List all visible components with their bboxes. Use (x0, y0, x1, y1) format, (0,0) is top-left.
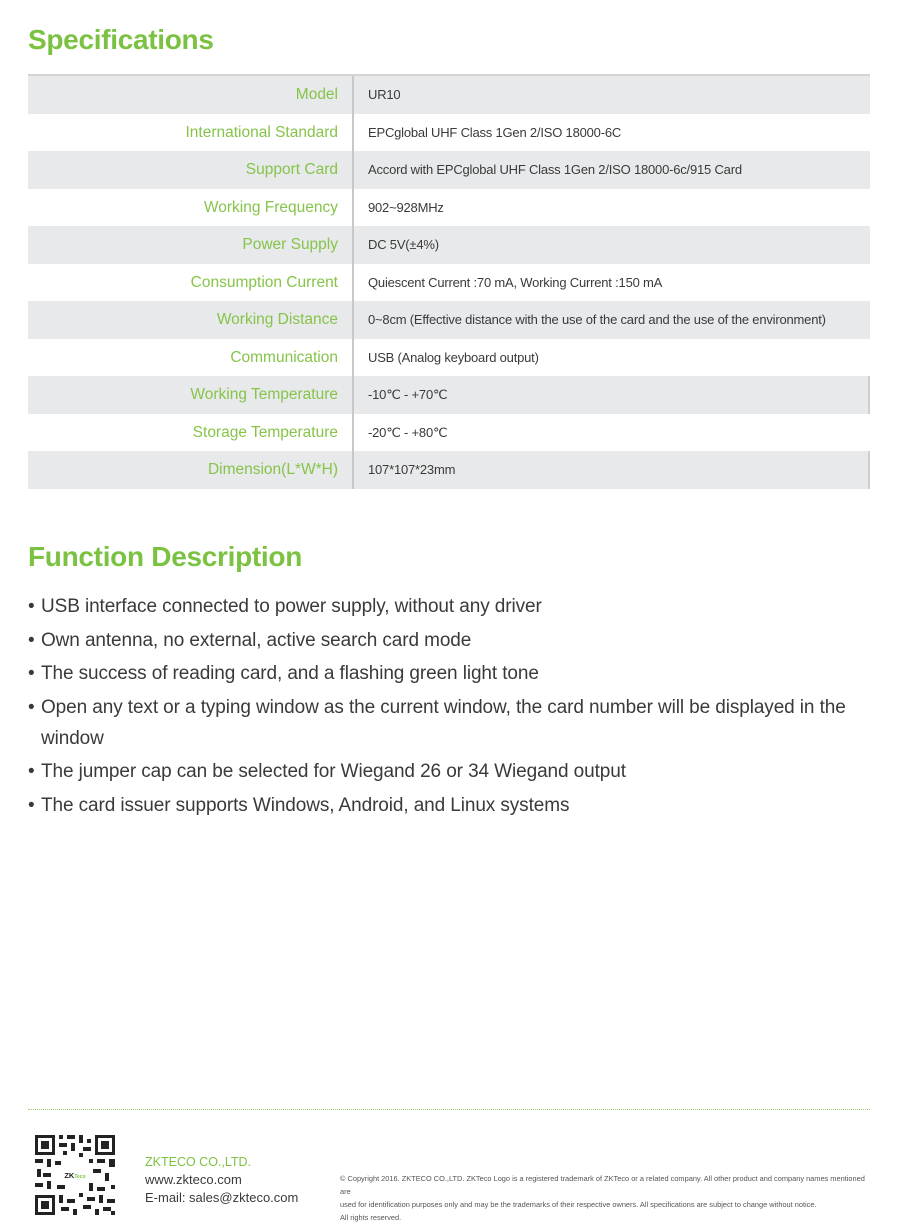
spec-edge (868, 376, 870, 414)
list-item-text: USB interface connected to power supply, without any driver (41, 596, 542, 617)
legal-line: © Copyright 2016. ZKTECO CO.,LTD. ZKTeco Logo is a registered trademark of ZKTeco or a related company. All other product and company names mentioned are (340, 1174, 865, 1196)
spec-row (28, 151, 870, 189)
spec-row (28, 301, 870, 339)
spec-row (28, 451, 870, 489)
list-item-text: Own antenna, no external, active search card mode (41, 629, 472, 651)
legal-line: used for identification purposes only and may be the trademarks of their respective owners. All specifications are subject to change without notice. (340, 1200, 817, 1209)
company-info (145, 1153, 298, 1207)
list-item-text: The success of reading card, and a flashing green light tone (41, 663, 539, 684)
spec-value: USB (Analog keyboard output) (368, 349, 539, 365)
spec-row (28, 226, 870, 264)
spec-label: Support Card (245, 161, 338, 178)
spec-value: -10℃ - +70℃ (368, 387, 448, 402)
spec-value: Quiescent Current :70 mA, Working Current :150 mA (368, 274, 663, 290)
spec-value: UR10 (368, 87, 401, 102)
spec-label: Model (295, 86, 338, 103)
spec-value: DC 5V(±4%) (368, 237, 439, 252)
spec-row (28, 264, 870, 302)
bullet-icon: • (28, 794, 35, 816)
spec-label: Working Frequency (203, 198, 338, 216)
spec-value: EPCglobal UHF Class 1Gen 2/ISO 18000-6C (368, 124, 622, 140)
spec-row (28, 189, 870, 227)
function-description-title: Function Description (28, 541, 303, 572)
email-link[interactable]: E-mail: sales@zkteco.com (145, 1190, 299, 1205)
spec-label: Communication (230, 348, 338, 366)
spec-label: Working Temperature (190, 386, 338, 403)
spec-value: Accord with EPCglobal UHF Class 1Gen 2/ISO 18000-6c/915 Card (368, 162, 742, 177)
legal-notice (340, 1172, 870, 1224)
spec-value: -20℃ - +80℃ (368, 424, 448, 440)
qr-code-icon (33, 1133, 117, 1217)
spec-row (28, 339, 870, 377)
svg-text:ZKTeco: ZKTeco (64, 1171, 86, 1180)
list-item (28, 625, 858, 656)
spec-label: Storage Temperature (192, 423, 338, 441)
spec-row (28, 114, 870, 152)
spec-value: 0~8cm (Effective distance with the use of the card and the use of the environment) (368, 312, 826, 327)
spec-value: 107*107*23mm (368, 462, 456, 477)
bullet-icon: • (28, 696, 35, 718)
footer-divider (28, 1109, 870, 1110)
list-item (28, 692, 858, 754)
bullet-icon: • (28, 596, 35, 617)
spec-label: Power Supply (242, 236, 338, 253)
legal-line: All rights reserved. (340, 1213, 402, 1222)
list-item (28, 756, 858, 787)
company-name: ZKTECO CO.,LTD. (145, 1155, 252, 1169)
bullet-icon: • (28, 629, 35, 651)
list-item-text: Open any text or a typing window as the current window, the card number will be displayed in the window (41, 696, 846, 749)
spec-row (28, 376, 870, 414)
bullet-icon: • (28, 761, 35, 782)
spec-label: Consumption Current (190, 273, 338, 291)
bullet-icon: • (28, 663, 35, 684)
specifications-table (28, 74, 870, 489)
list-item (28, 591, 858, 622)
list-item-text: The jumper cap can be selected for Wiegand 26 or 34 Wiegand output (41, 761, 626, 782)
specifications-title: Specifications (28, 24, 214, 55)
website-link[interactable]: www.zkteco.com (145, 1172, 242, 1187)
spec-edge (868, 451, 870, 489)
list-item-text: The card issuer supports Windows, Android, and Linux systems (41, 794, 570, 816)
spec-label: Dimension(L*W*H) (207, 461, 338, 478)
spec-row (28, 414, 870, 452)
spec-label: Working Distance (216, 311, 338, 328)
function-list (28, 591, 858, 823)
spec-label: International Standard (185, 123, 338, 141)
spec-value: 902~928MHz (368, 199, 444, 215)
spec-row (28, 76, 870, 114)
list-item (28, 790, 858, 821)
list-item (28, 658, 858, 689)
